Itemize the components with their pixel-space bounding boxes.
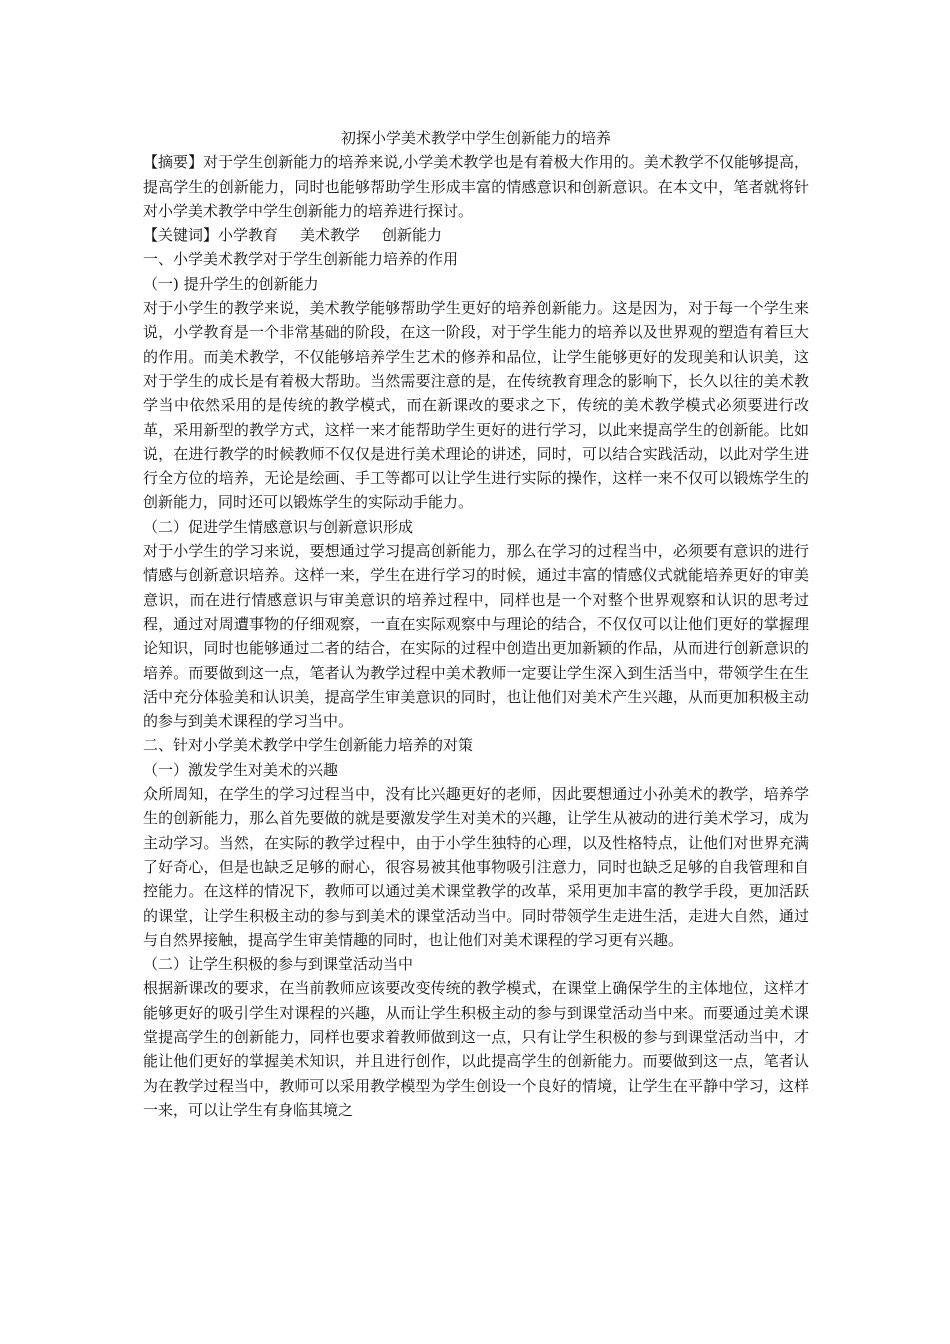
subsection-heading: （二）让学生积极的参与到课堂活动当中 (143, 955, 414, 974)
body-paragraph: 根据新课改的要求，在当前教师应该要改变传统的教学模式，在课堂上确保学生的主体地位，这样才能够更好的吸引学生对课程的兴趣，从而让学生积极主动的参与到课堂活动当中来。而要通过美术课堂提高学生的创新能力，同样也要求着教师做到这一点，只有让学生积极的参与到课堂活动当中，才能让他们更好的掌握美术知识，并且进行创作，以此提高学生的创新能力。而要做到这一点，笔者认为在教学过程当中，教师可以采用教学模型为学生创设一个良好的情境，让学生在平静中学习，这样一来，可以让学生有身临其境之 (143, 979, 809, 1119)
body-paragraph: 众所周知，在学生的学习过程当中，没有比兴趣更好的老师，因此要想通过小孙美术的教学，培养学生的创新能力，那么首先要做的就是要激发学生对美术的兴趣，让学生从被动的进行美术学习，成为主动学习。当然，在实际的教学过程中，由于小学生独特的心理，以及性格特点，让他们对世界充满了好奇心，但是也缺乏足够的耐心，很容易被其他事物吸引注意力，同时也缺乏足够的自我管理和自控能力。在这样的情况下，教师可以通过美术课堂教学的改革，采用更加丰富的教学手段，更加活跃的课堂，让学生积极主动的参与到美术的课堂活动当中。同时带领学生走进生活，走进大自然，通过与自然界接触，提高学生审美情趣的同时，也让他们对美术课程的学习更有兴趣。 (143, 785, 809, 949)
keyword-item: 小学教育 (218, 226, 279, 245)
abstract-label: 【摘要】 (143, 153, 204, 172)
keywords-label: 【关键词】 (143, 226, 219, 245)
keyword-item: 美术教学 (300, 226, 361, 245)
keyword-item: 创新能力 (382, 226, 443, 245)
section-heading: 二、针对小学美术教学中学生创新能力培养的对策 (143, 736, 474, 755)
subsection-heading: （一) 提升学生的创新能力 (143, 274, 319, 293)
document-title: 初探小学美术教学中学生创新能力的培养 (340, 129, 611, 147)
abstract-paragraph (143, 150, 809, 223)
keywords-line (143, 223, 809, 247)
abstract-text: 对于学生创新能力的培养来说,小学美术教学也是有着极大作用的。美术教学不仅能够提高，提高学生的创新能力，同时也能够帮助学生形成丰富的情感意识和创新意识。在本文中，笔者就将针对小学美术教学中学生创新能力的培养进行探讨。 (143, 153, 809, 220)
document-page (143, 126, 809, 1122)
body-paragraph: 对于小学生的教学来说，美术教学能够帮助学生更好的培养创新能力。这是因为，对于每一个学生来说，小学教育是一个非常基础的阶段，在这一阶段，对于学生能力的培养以及世界观的塑造有着巨大的作用。而美术教学，不仅能够培养学生艺术的修养和品位，让学生能够更好的发现美和认识美，这对于学生的成长是有着极大帮助。当然需要注意的是，在传统教育理念的影响下，长久以往的美术教学当中依然采用的是传统的教学模式，而在新课改的要求之下，传统的美术教学模式必须要进行改革，采用新型的教学方式，这样一来才能帮助学生更好的进行学习，以此来提高学生的创新能。比如说，在进行教学的时候教师不仅仅是进行美术理论的讲述，同时，可以结合实践活动，以此对学生进行全方位的培养，无论是绘画、手工等都可以让学生进行实际的操作，这样一来不仅可以锻炼学生的创新能力，同时还可以锻炼学生的实际动手能力。 (143, 299, 809, 512)
subsection-heading: （一）激发学生对美术的兴趣 (143, 760, 339, 779)
section-heading: 一、小学美术教学对于学生创新能力培养的作用 (143, 250, 459, 269)
body-paragraph: 对于小学生的学习来说，要想通过学习提高创新能力，那么在学习的过程当中，必须要有意识的进行情感与创新意识培养。这样一来，学生在进行学习的时候，通过丰富的情感仪式就能培养更好的审美意识，而在进行情感意识与审美意识的培养过程中，同样也是一个对整个世界观察和认识的思考过程，通过对周遭事物的仔细观察，一直在实际观察中与理论的结合，不仅仅可以让他们更好的掌握理论知识，同时也能够通过二者的结合，在实际的过程中创造出更加新颖的作品，从而进行创新意识的培养。而要做到这一点，笔者认为教学过程中美术教师一定要让学生深入到生活当中，带领学生在生活中充分体验美和认识美，提高学生审美意识的同时，也让他们对美术产生兴趣，从而更加积极主动的参与到美术课程的学习当中。 (143, 542, 809, 731)
subsection-heading: （二）促进学生情感意识与创新意识形成 (143, 517, 414, 536)
